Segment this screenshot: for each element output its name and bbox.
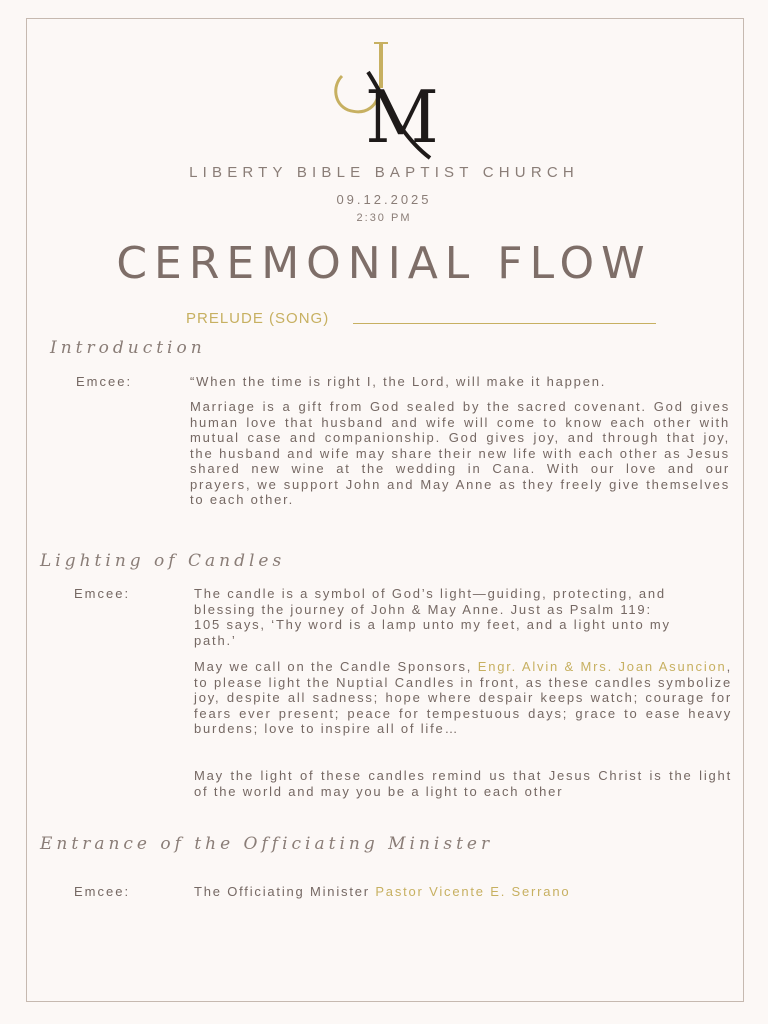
- minister-intro-text: The Officiating Minister: [194, 884, 376, 899]
- event-date: 09.12.2025: [336, 192, 432, 207]
- event-time: 2:30 PM: [356, 212, 412, 224]
- introduction-body: Marriage is a gift from God sealed by the sacred covenant. God gives human love that husband and wife will come to know each other with mutual case and companionship. God gives joy, and through that joy, the husband and wife may share their new life with each other as Jesus shared new wine at the wedding in Cana. With our love and our prayers, we support John and May Anne as they freely give themselves to each other.: [190, 399, 730, 507]
- monogram-m-letter: M: [365, 75, 439, 159]
- page-title: CEREMONIAL FLOW: [116, 238, 652, 289]
- prelude-blank-line: [353, 323, 656, 324]
- candles-paragraph-1: The candle is a symbol of God’s light—guiding, protecting, and blessing the journey of John & May Anne. Just as Psalm 119: 105 says, ‘Thy word is a lamp unto my feet, and a light unto my path.’: [194, 586, 671, 648]
- officiating-minister-name: Pastor Vicente E. Serrano: [375, 884, 571, 899]
- candles-p2-intro: May we call on the Candle Sponsors,: [194, 659, 478, 674]
- candles-p2-rest: , to please light the Nuptial Candles in front, as these candles symbolize joy, despite all sadness; hope where despair keeps watch; courage for fears ever present; peace for tempestuous days; grace to ease heavy burdens; love to inspire all of life…: [194, 659, 732, 736]
- introduction-quote: “When the time is right I, the Lord, will make it happen.: [190, 374, 607, 389]
- candles-paragraph-2: [194, 659, 732, 737]
- speaker-label: Emcee:: [76, 374, 133, 389]
- monogram-j-serif: [374, 42, 388, 44]
- speaker-label: Emcee:: [74, 586, 131, 601]
- candle-sponsors-names: Engr. Alvin & Mrs. Joan Asuncion: [477, 659, 727, 674]
- minister-line: [194, 884, 734, 900]
- section-heading-candles: Lighting of Candles: [40, 551, 286, 571]
- candles-paragraph-3: May the light of these candles remind us that Jesus Christ is the light of the world and may you be a light to each other: [194, 768, 732, 799]
- speaker-label: Emcee:: [74, 884, 131, 899]
- section-heading-minister: Entrance of the Officiating Minister: [40, 834, 494, 854]
- monogram-logo: [318, 36, 448, 164]
- section-heading-introduction: Introduction: [50, 338, 206, 358]
- church-name: LIBERTY BIBLE BAPTIST CHURCH: [189, 164, 579, 181]
- prelude-label: PRELUDE (SONG): [186, 310, 330, 327]
